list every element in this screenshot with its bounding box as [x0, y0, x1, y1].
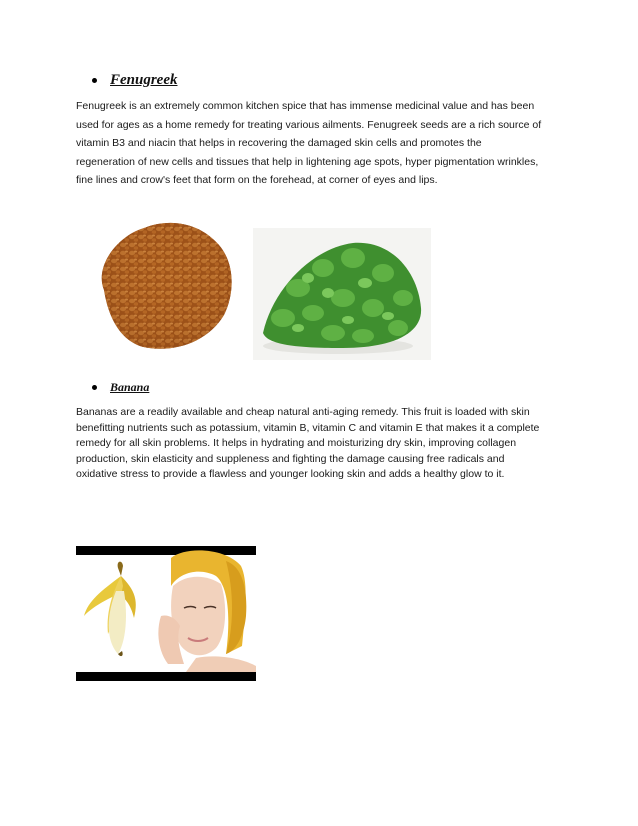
paragraph-line: oxidative stress to provide a flawless and younger looking skin and adds a healthy glow to it.	[76, 468, 505, 480]
fenugreek-leaves-image	[253, 228, 431, 360]
section-heading-banana	[92, 380, 149, 395]
fenugreek-seeds-image	[84, 210, 244, 358]
paragraph-line: remedy for all skin problems. It helps in hydrating and moisturizing dry skin, improving collagen	[76, 437, 517, 449]
section-heading-fenugreek	[92, 72, 178, 89]
section-title: Banana	[110, 380, 150, 394]
banana-skincare-image	[76, 546, 256, 681]
banana-paragraph	[76, 405, 576, 483]
bullet-icon	[92, 385, 97, 390]
bullet-icon	[92, 78, 97, 83]
section-title: Fenugreek	[110, 72, 178, 88]
paragraph-line: Fenugreek is an extremely common kitchen spice that has immense medicinal value and has been	[76, 100, 535, 112]
paragraph-line: vitamin B3 and niacin that helps in recovering the damaged skin cells and promotes the	[76, 137, 482, 150]
paragraph-line: regeneration of new cells and tissues that help in lightening age spots, hyper pigmentation wrinkles,	[76, 155, 539, 168]
paragraph-line: benefitting nutrients such as potassium, vitamin B, vitamin C and vitamin E that makes it a complete	[76, 421, 540, 434]
paragraph-line: used for ages as a home remedy for treating various ailments. Fenugreek seeds are a rich source of	[76, 118, 542, 131]
paragraph-line: fine lines and crow's feet that form on the forehead, at corner of eyes and lips.	[76, 174, 438, 187]
paragraph-line: Bananas are a readily available and cheap natural anti-aging remedy. This fruit is loaded with skin	[76, 406, 530, 418]
fenugreek-paragraph	[76, 97, 576, 190]
paragraph-line: production, skin elasticity and suppleness and fighting the damage causing free radicals and	[76, 452, 505, 465]
